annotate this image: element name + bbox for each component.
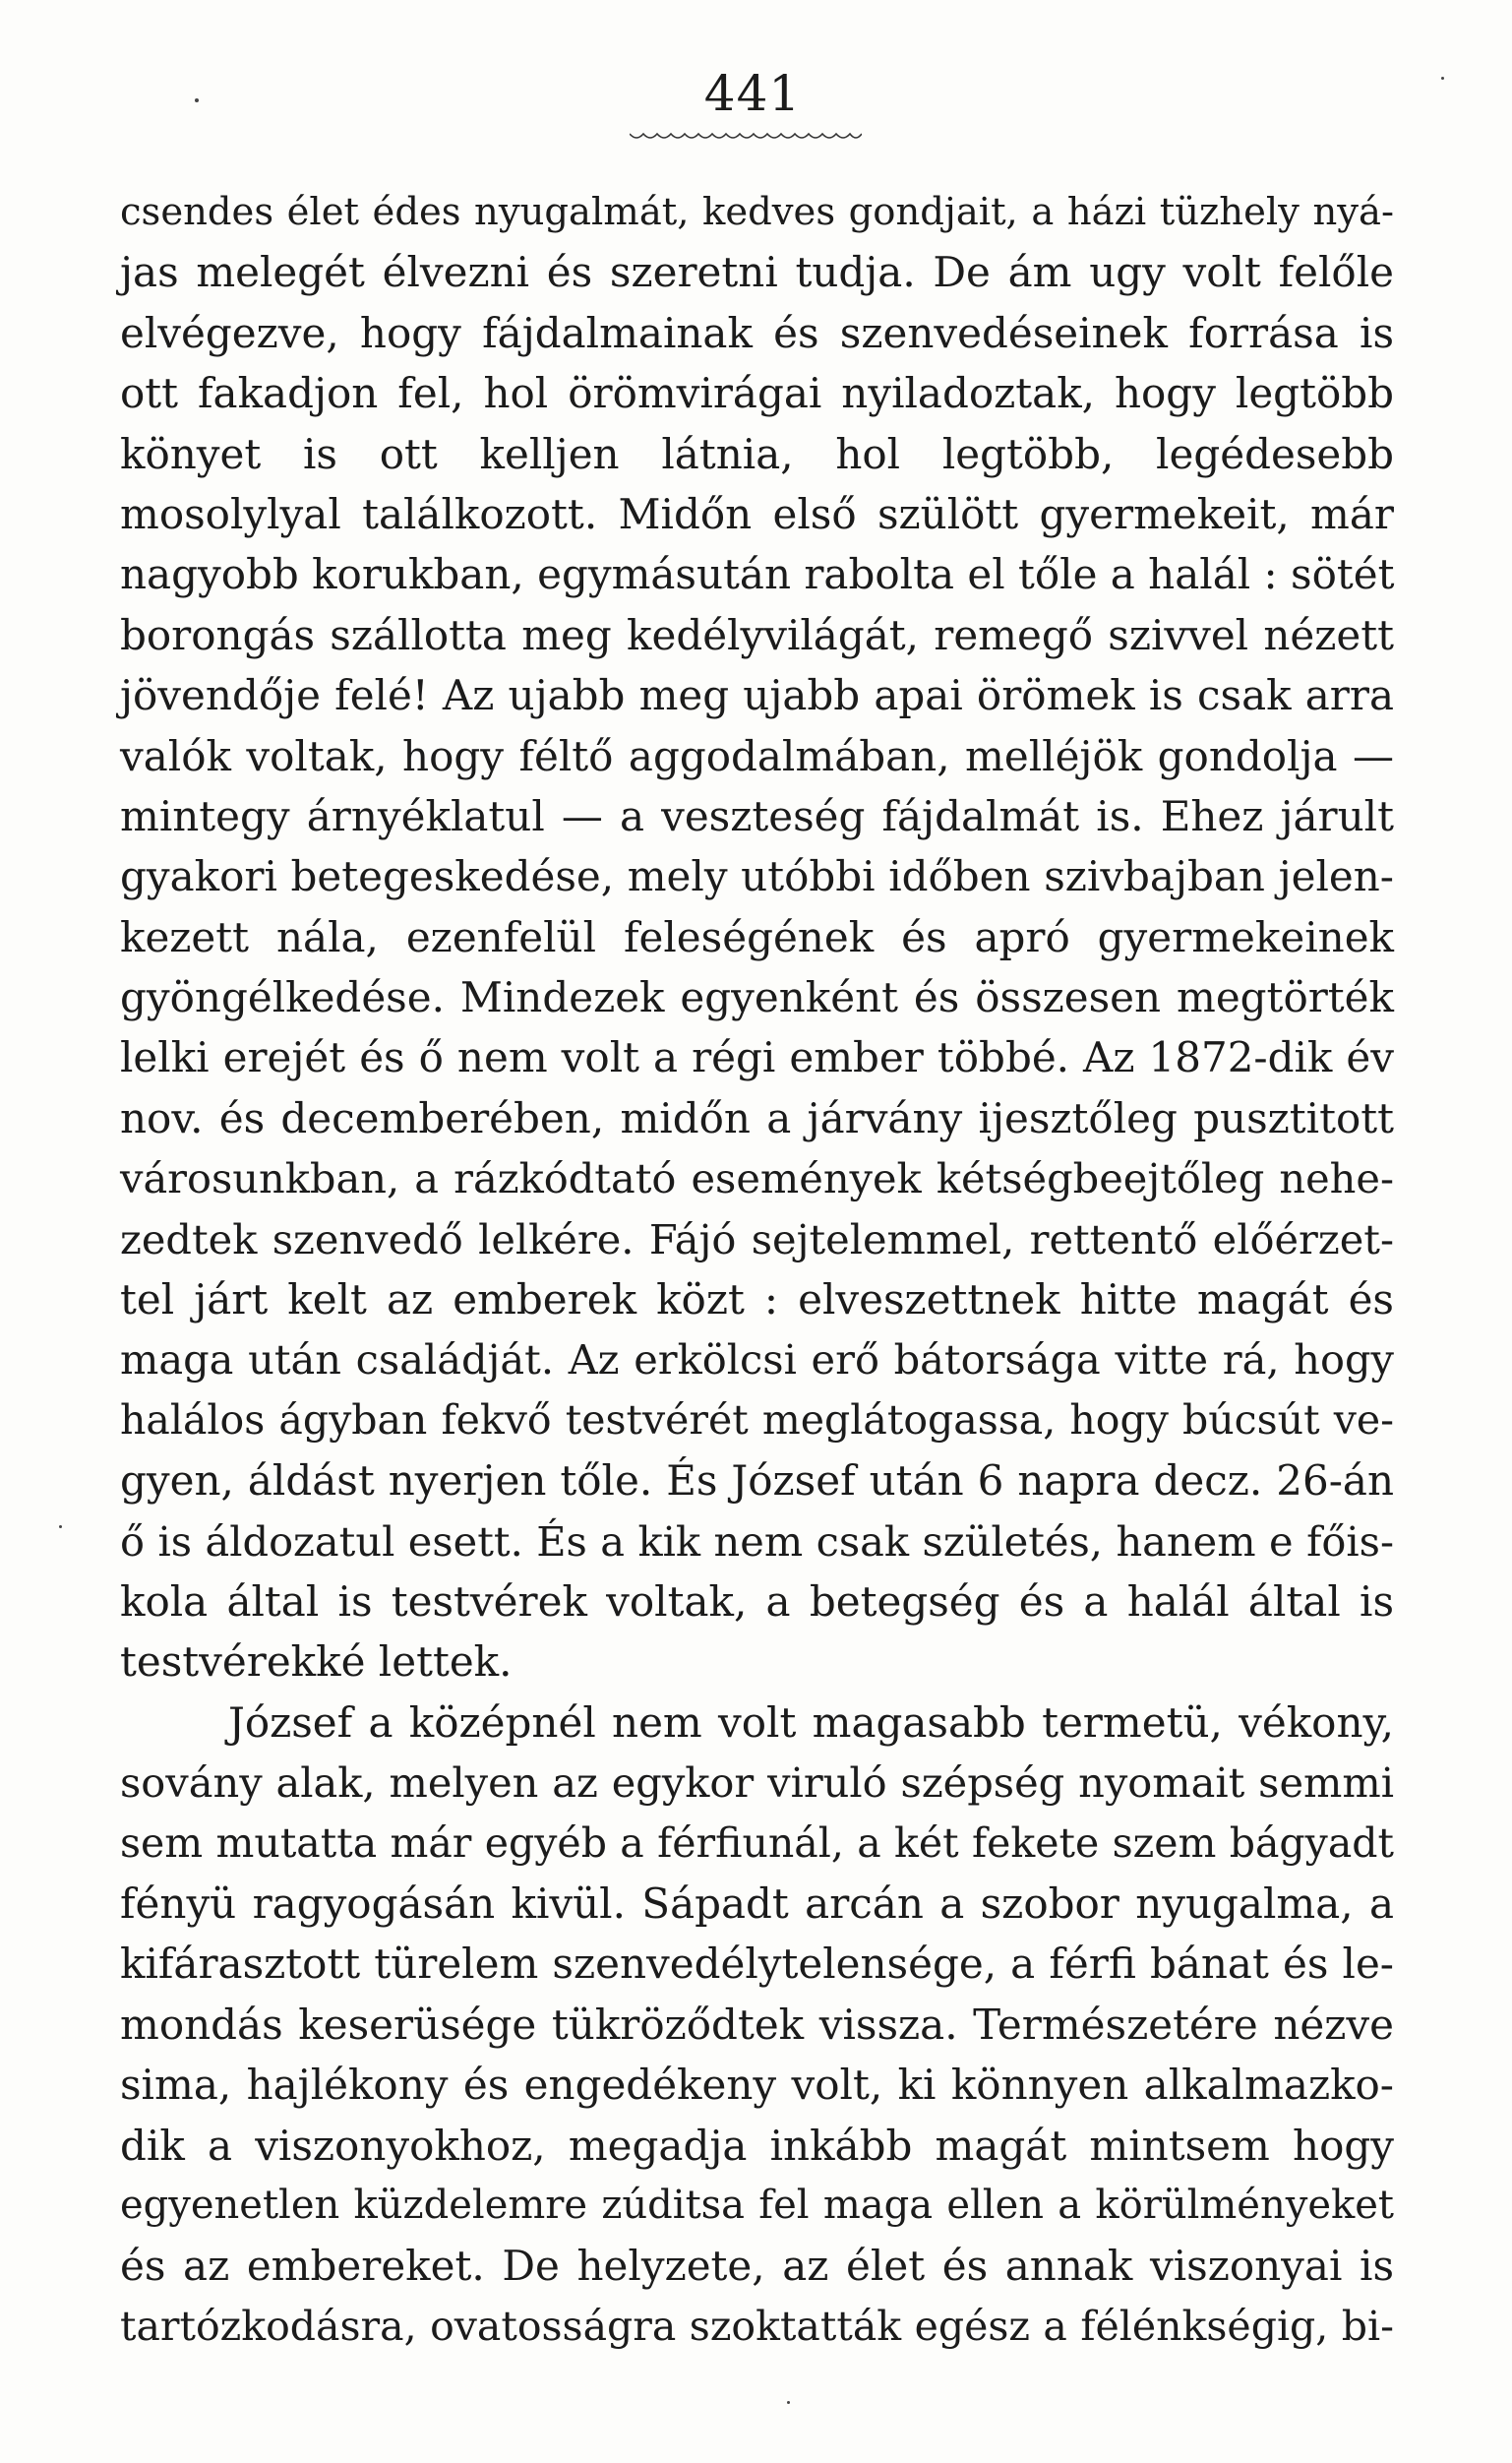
text-line: és az embereket. De helyzete, az élet és annak viszonyai is: [120, 2242, 1394, 2291]
text-line: sem mutatta már egyéb a férfiunál, a két fekete szem bágyadt: [120, 1818, 1394, 1867]
text-line: gyakori betegeskedése, mely utóbbi időben szivbajban jelen-: [120, 852, 1394, 901]
text-line: elvégezve, hogy fájdalmainak és szenvedéseinek forrása is: [120, 308, 1394, 357]
text-line: tartózkodásra, ovatosságra szoktatták egész a félénkségig, bi-: [120, 2302, 1394, 2350]
text-line: kola által is testvérek voltak, a betegség és a halál által is: [120, 1576, 1394, 1626]
paragraph: [120, 1693, 1394, 2357]
text-line: sovány alak, melyen az egykor viruló szépség nyomait semmi: [120, 1758, 1394, 1808]
paragraph: [120, 182, 1394, 1693]
text-line: kezett nála, ezenfelül feleségének és apró gyermekeinek: [120, 912, 1394, 961]
text-line: jas melegét élvezni és szeretni tudja. De ám ugy volt felőle: [120, 248, 1394, 297]
text-line: ott fakadjon fel, hol örömvirágai nyiladoztak, hogy legtöbb: [120, 369, 1394, 418]
text-line: városunkban, a rázkódtató események kétségbeejtőleg nehe-: [120, 1154, 1394, 1203]
text-line: ő is áldozatul esett. És a kik nem csak születés, hanem e főis-: [120, 1516, 1394, 1566]
text-line: jövendője felé! Az ujabb meg ujabb apai örömek is csak arra: [120, 671, 1394, 720]
text-line: nov. és decemberében, midőn a járvány ijesztőleg pusztitott: [120, 1093, 1394, 1142]
text-line: József a középnél nem volt magasabb termetü, vékony,: [228, 1697, 1394, 1747]
scan-speck: [1441, 77, 1444, 80]
scan-speck: [195, 98, 199, 102]
text-line: testvérekké lettek.: [120, 1637, 513, 1687]
text-line: mosolylyal találkozott. Midőn első szülött gyermekeit, már: [120, 489, 1394, 538]
text-line: gyöngélkedése. Mindezek egyenként és összesen megtörték: [120, 973, 1394, 1022]
body-text: [120, 182, 1394, 2357]
text-line: borongás szállotta meg kedélyvilágát, remegő szivvel nézett: [120, 610, 1394, 659]
text-line: mondás keserüsége tükröződtek vissza. Természetére nézve: [120, 2000, 1394, 2049]
text-line: zedtek szenvedő lelkére. Fájó sejtelemmel, rettentő előérzet-: [120, 1214, 1394, 1263]
text-line: valók voltak, hogy féltő aggodalmában, melléjök gondolja —: [120, 731, 1394, 780]
text-line: könyet is ott kelljen látnia, hol legtöbb, legédesebb: [120, 429, 1394, 478]
text-line: mintegy árnyéklatul — a veszteség fájdalmát is. Ehez járult: [120, 791, 1394, 840]
text-line: fényü ragyogásán kivül. Sápadt arcán a szobor nyugalma, a: [120, 1878, 1394, 1928]
text-line: tel járt kelt az emberek közt : elveszettnek hitte magát és: [120, 1275, 1394, 1324]
text-line: halálos ágyban fekvő testvérét meglátogassa, hogy búcsút ve-: [120, 1395, 1394, 1444]
text-line: maga után családját. Az erkölcsi erő bátorsága vitte rá, hogy: [120, 1335, 1394, 1385]
text-line: gyen, áldást nyerjen tőle. És József után 6 napra decz. 26-án: [120, 1456, 1394, 1506]
page-number: 441: [703, 65, 802, 122]
scan-speck: [787, 2401, 790, 2404]
text-line: egyenetlen küzdelemre zúditsa fel maga ellen a körülményeket: [120, 2182, 1394, 2228]
page-number-ornament: [630, 130, 862, 144]
text-line: dik a viszonyokhoz, megadja inkább magát mintsem hogy: [120, 2121, 1394, 2170]
text-line: kifárasztott türelem szenvedélytelensége, a férfi bánat és le-: [120, 1940, 1394, 1989]
text-line: csendes élet édes nyugalmát, kedves gondjait, a házi tüzhely nyá-: [120, 190, 1394, 234]
scan-speck: [59, 1525, 62, 1528]
text-line: nagyobb korukban, egymásután rabolta el tőle a halál : sötét: [120, 550, 1395, 599]
text-line: lelki erejét és ő nem volt a régi ember többé. Az 1872-dik év: [120, 1033, 1394, 1082]
text-line: sima, hajlékony és engedékeny volt, ki könnyen alkalmazko-: [120, 2061, 1394, 2110]
